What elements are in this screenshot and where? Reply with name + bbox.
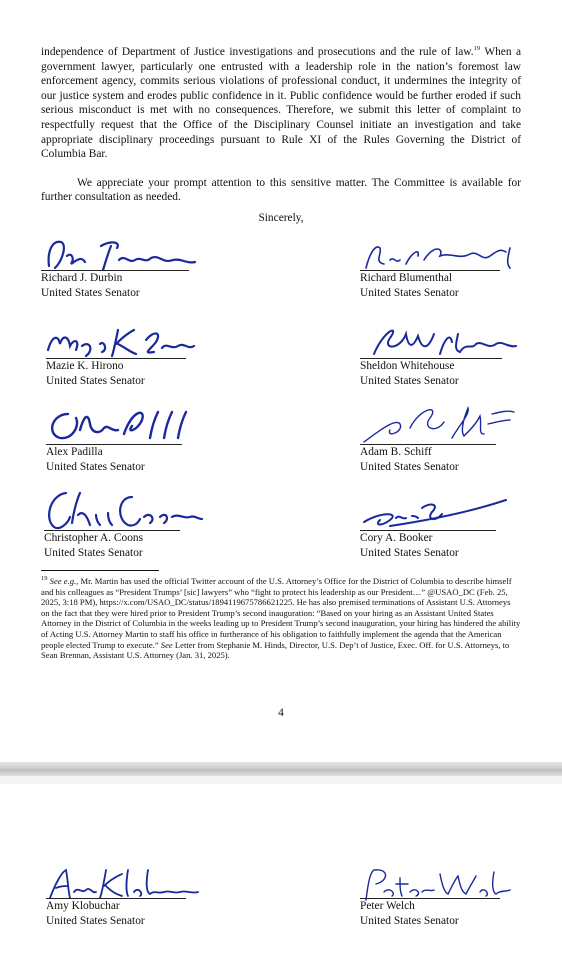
signatory-name: Cory A. Booker <box>360 532 433 544</box>
signatory-name: Mazie K. Hirono <box>46 360 124 372</box>
paragraph-2: We appreciate your prompt attention to this sensitive matter. The Committee is available for further consultation as needed. <box>41 176 521 204</box>
signatory-name: Peter Welch <box>360 900 415 912</box>
signatory-name: Alex Padilla <box>46 446 103 458</box>
signatory-title: United States Senator <box>41 287 140 299</box>
signatory-name: Richard Blumenthal <box>360 272 453 284</box>
handwritten-signature-schiff <box>360 404 520 446</box>
paragraph-1: independence of Department of Justice investigations and prosecutions and the rule of law.$^{19}$ When a government lawyer, particularly one entrusted with a leadership role in the nation’s foremost law enforcement agency, commits serious violations of professional conduct, it undermines the integrity of our justice system and erodes public confidence in it. Public confidence would be further eroded if such serious misconduct is met with no consequences. Therefore, we submit this letter of complaint to respectfully request that the Office of the Disciplinary Counsel initiate an investigation and take appropriate disciplinary proceedings pursuant to Rule XI of the Rules Governing the District of Columbia Bar. <box>41 45 521 161</box>
signatory-title: United States Senator <box>46 461 145 473</box>
handwritten-signature-coons <box>44 488 204 532</box>
closing-salutation: Sincerely, <box>258 212 304 224</box>
footnote-19: $^{19}$ See e.g., Mr. Martin has used the official Twitter account of the U.S. Attorney’s Office for the District of Columbia to describe himself and his colleagues as “President Trumps’ [sic] lawyers” who “fight to protect his leadership as our President…” @USAO_DC (Feb. 25, 2025, 3:18 PM), https://x.com/USAO_DC/status/1894119675786621225. He has also premised terminations of Assistant U.S. Attorneys on the fact that they were hired prior to President Trump’s second inauguration: “Based on your hiring as an Assistant United States Attorney in the District of Columbia in the weeks leading up to President Trump’s second inauguration, your hiring has hindered the ability of Acting U.S. Attorney Martin to staff his office in furtherance of his obligation to faithfully implement the agenda that the American people elected Trump to execute.” See Letter from Stephanie M. Hinds, Director, U.S. Dep’t of Justice, Exec. Off. for U.S. Attorneys, to Sean Brennan, Assistant U.S. Attorney (Jan. 31, 2025). <box>41 575 521 661</box>
signatory-title: United States Senator <box>360 375 459 387</box>
signatory-title: United States Senator <box>360 547 459 559</box>
footnote-ref: 19 <box>473 45 481 53</box>
handwritten-signature-booker <box>360 490 520 532</box>
signatory-title: United States Senator <box>46 915 145 927</box>
footnote-number: 19 <box>41 575 48 583</box>
page-break-separator <box>0 762 562 776</box>
signatory-title: United States Senator <box>360 461 459 473</box>
signatory-title: United States Senator <box>44 547 143 559</box>
signatory-name: Amy Klobuchar <box>46 900 120 912</box>
signatory-name: Richard J. Durbin <box>41 272 123 284</box>
signatory-name: Christopher A. Coons <box>44 532 144 544</box>
signatory-name: Sheldon Whitehouse <box>360 360 455 372</box>
signatory-title: United States Senator <box>360 915 459 927</box>
handwritten-signature-padilla <box>46 404 206 446</box>
letter-body <box>41 45 521 205</box>
signatory-title: United States Senator <box>360 287 459 299</box>
footnote-separator <box>41 570 159 571</box>
signatory-title: United States Senator <box>46 375 145 387</box>
page-number: 4 <box>278 707 284 719</box>
handwritten-signature-hirono <box>46 320 206 362</box>
handwritten-signature-whitehouse <box>360 320 520 362</box>
letter-page-next <box>0 784 562 960</box>
signatory-name: Adam B. Schiff <box>360 446 432 458</box>
